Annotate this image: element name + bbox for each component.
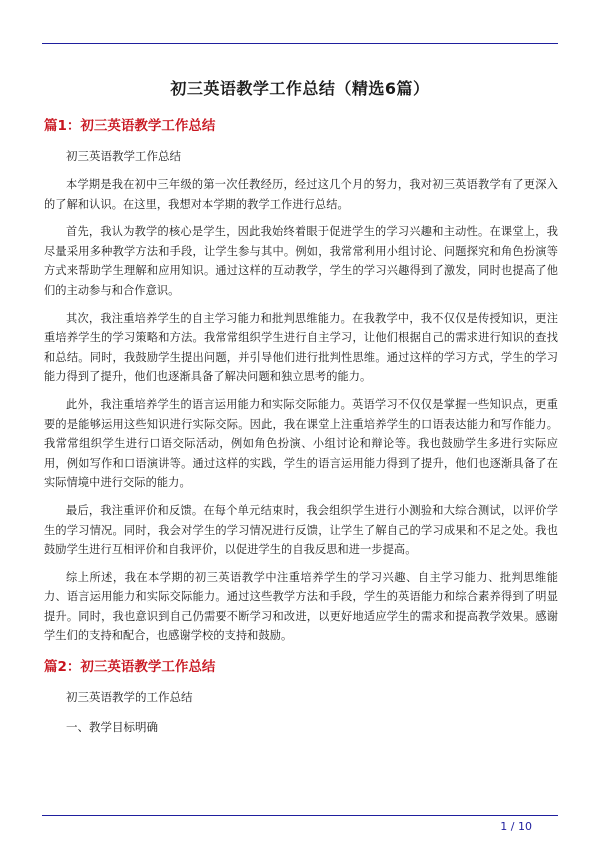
section-subtitle-2: 初三英语教学的工作总结 — [66, 690, 193, 705]
paragraph: 其次，我注重培养学生的自主学习能力和批判思维能力。在我教学中，我不仅仅是传授知识，更注重培养学生的学习策略和方法。我常常组织学生进行自主学习，让他们根据自己的需求进行知识的查找和总结。同时，我鼓励学生提出问题，并引导他们进行批判性思维。通过这样的学习方式，学生的学习能力得到了提升，他们也逐渐具备了解决问题和独立思考的能力。 — [44, 311, 558, 384]
page-number: 1 / 10 — [500, 820, 532, 833]
header-rule — [42, 43, 558, 44]
paragraph: 首先，我认为教学的核心是学生，因此我始终着眼于促进学生的学习兴趣和主动性。在课堂上，我尽量采用多种教学方法和手段，让学生参与其中。例如，我常常利用小组讨论、问题探究和角色扮演等方式来帮助学生理解和应用知识。通过这样的互动教学，学生的学习兴趣得到了激发，同时也提高了他们的主动参与和合作意识。 — [44, 225, 558, 297]
section-heading-1[interactable]: 篇1：初三英语教学工作总结 — [44, 118, 216, 134]
footer-rule — [42, 815, 558, 816]
paragraph: 本学期是我在初中三年级的第一次任教经历，经过这几个月的努力，我对初三英语教学有了更深入的了解和认识。在这里，我想对本学期的教学工作进行总结。 — [44, 178, 558, 211]
section-subtitle-1: 初三英语教学工作总结 — [66, 149, 181, 163]
document-title: 初三英语教学工作总结（精选6篇） — [170, 79, 430, 98]
paragraph: 综上所述，我在本学期的初三英语教学中注重培养学生的学习兴趣、自主学习能力、批判思维能力、语言运用能力和实际交际能力。通过这些教学方法和手段，学生的英语能力和综合素养得到了明显提升。同时，我也意识到自己仍需要不断学习和改进，以更好地适应学生的需求和提高教学效果。感谢学生们的支持和配合，也感谢学校的支持和鼓励。 — [44, 570, 558, 643]
list-item-heading: 一、教学目标明确 — [66, 720, 158, 735]
paragraph: 此外，我注重培养学生的语言运用能力和实际交际能力。英语学习不仅仅是掌握一些知识点，更重要的是能够运用这些知识进行实际交际。因此，我在课堂上注重培养学生的口语表达能力和写作能力。我常常组织学生进行口语交际活动，例如角色扮演、小组讨论和辩论等。我也鼓励学生多进行实际应用，例如写作和口语演讲等。通过这样的实践，学生的语言运用能力得到了提升，他们也逐渐具备了在实际情境中进行交际的能力。 — [44, 397, 558, 490]
paragraph: 最后，我注重评价和反馈。在每个单元结束时，我会组织学生进行小测验和大综合测试，以评价学生的学习情况。同时，我会对学生的学习情况进行反馈，让学生了解自己的学习成果和不足之处。我也鼓励学生进行互相评价和自我评价，以促进学生的自我反思和进一步提高。 — [44, 503, 558, 557]
document-body — [44, 116, 558, 737]
section-heading-2[interactable]: 篇2：初三英语教学工作总结 — [44, 659, 216, 676]
